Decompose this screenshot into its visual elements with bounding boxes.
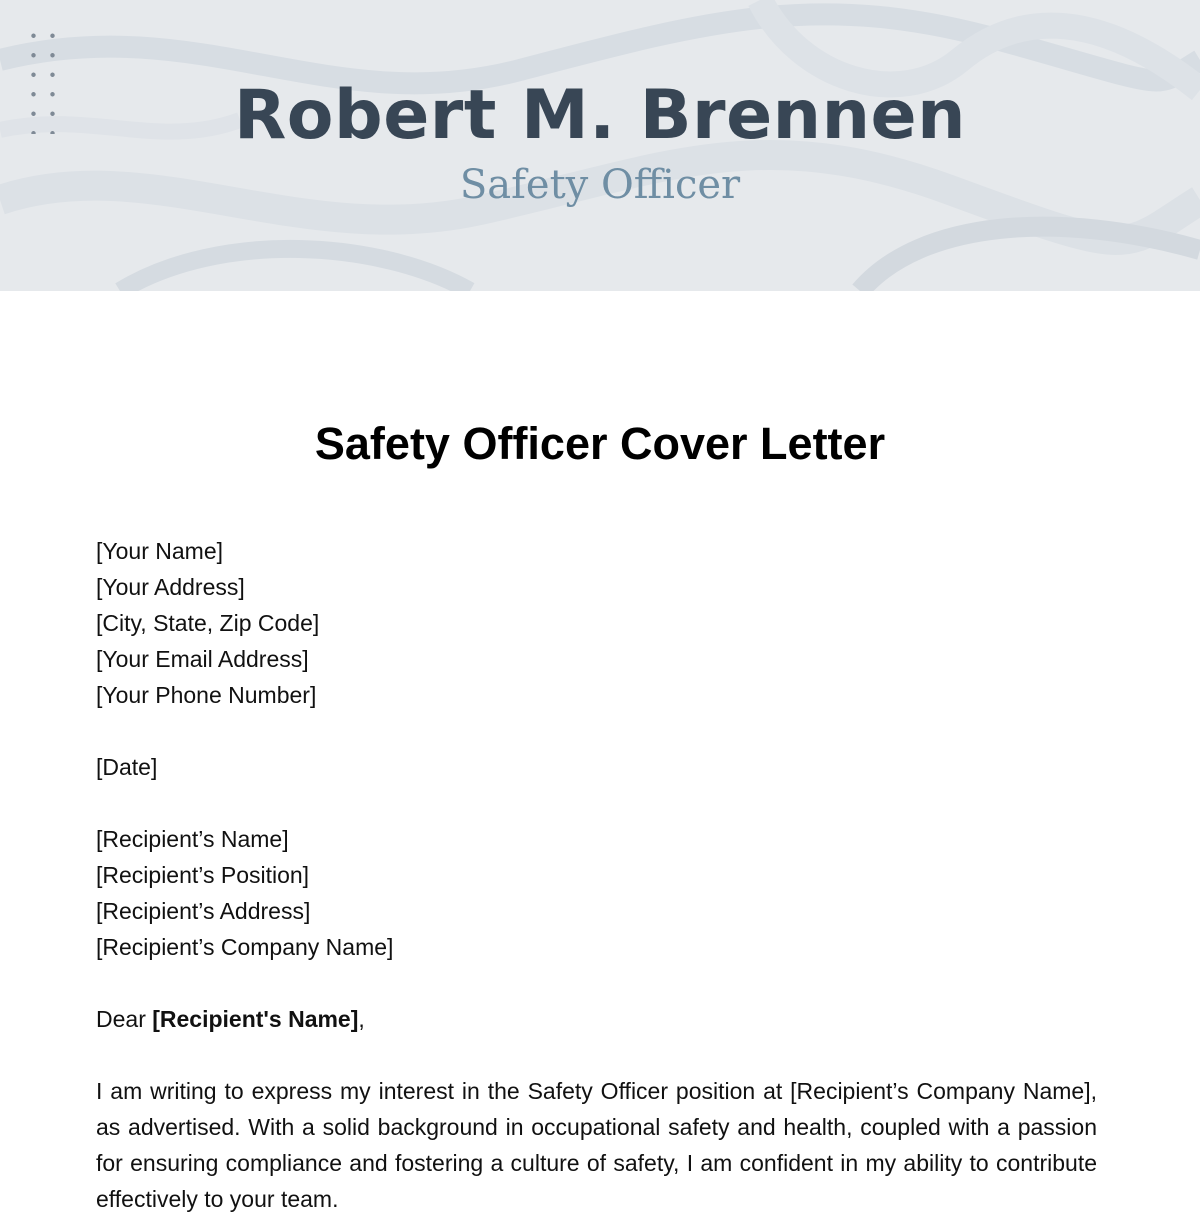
sender-line: [Your Address] bbox=[96, 574, 245, 600]
letter-body bbox=[96, 533, 1097, 1217]
sender-line: [Your Phone Number] bbox=[96, 682, 317, 708]
applicant-name: Robert M. Brennen bbox=[233, 76, 967, 155]
salutation-suffix: , bbox=[358, 1006, 365, 1032]
recipient-line: [Recipient’s Name] bbox=[96, 826, 289, 852]
salutation-prefix: Dear bbox=[96, 1006, 146, 1032]
sender-block bbox=[96, 533, 1097, 713]
recipient-line: [Recipient’s Address] bbox=[96, 898, 311, 924]
sender-line: [Your Email Address] bbox=[96, 646, 309, 672]
salutation bbox=[96, 1001, 1097, 1037]
sender-line: [City, State, Zip Code] bbox=[96, 610, 320, 636]
recipient-block bbox=[96, 821, 1097, 965]
salutation-name: [Recipient's Name] bbox=[152, 1006, 359, 1032]
header-banner bbox=[0, 0, 1200, 291]
recipient-line: [Recipient’s Company Name] bbox=[96, 934, 394, 960]
applicant-role: Safety Officer bbox=[459, 162, 741, 208]
paragraph-intro: I am writing to express my interest in the Safety Officer position at [Recipient’s Company Name], as advertised. With a solid background in occupational safety and health, coupled with a passion for ensuring compliance and fostering a culture of safety, I am confident in my ability to contribute effectively to your team. bbox=[96, 1078, 1097, 1212]
recipient-line: [Recipient’s Position] bbox=[96, 862, 310, 888]
date-line: [Date] bbox=[96, 754, 158, 780]
sender-line: [Your Name] bbox=[96, 538, 223, 564]
document-title: Safety Officer Cover Letter bbox=[314, 418, 886, 469]
